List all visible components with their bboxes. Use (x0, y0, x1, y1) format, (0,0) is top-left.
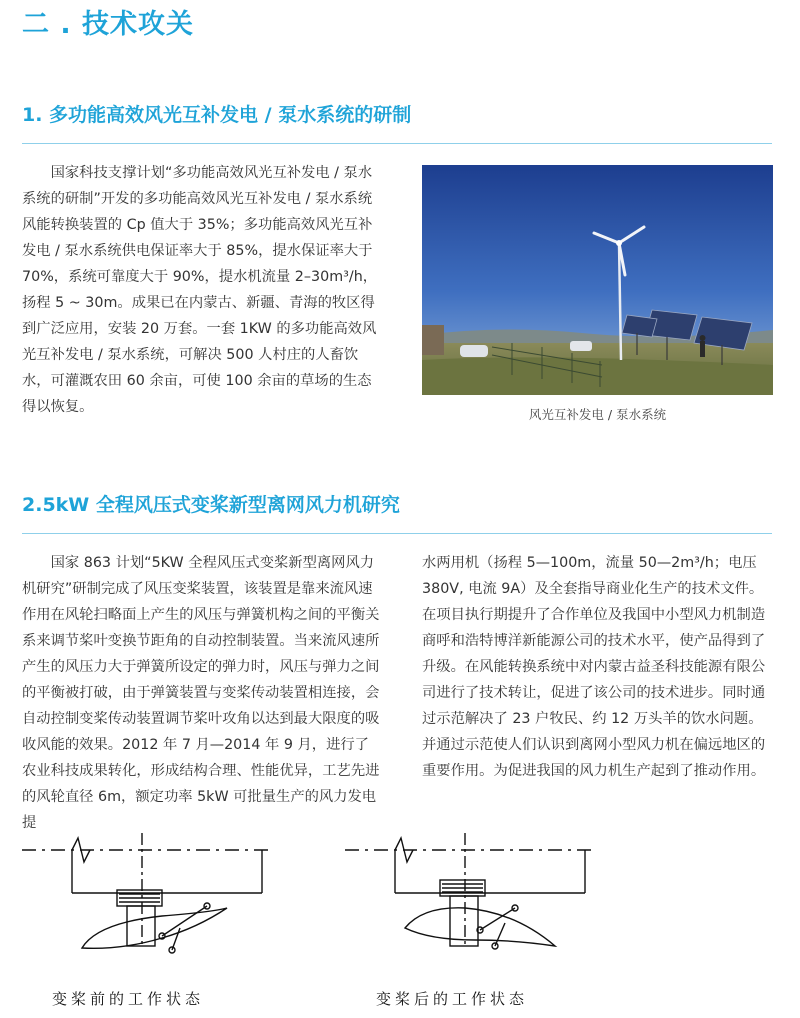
section2-body-right (422, 550, 774, 784)
photo-caption: 风光互补发电 / 泵水系统 (528, 407, 667, 422)
section1-divider (22, 143, 772, 144)
section2-title: 2.5kW 全程风压式变桨新型离网风力机研究 (22, 494, 400, 516)
section2-body-left (22, 550, 380, 836)
diagram-after-pitch (345, 828, 605, 968)
diagram-after-pitch-drawing (345, 828, 605, 968)
section1-title: 1. 多功能高效风光互补发电 / 泵水系统的研制 (22, 104, 412, 126)
chapter-title: 二 . 技术攻关 (22, 9, 195, 40)
section2-paragraph-left: 国家 863 计划“5KW 全程风压式变桨新型离网风力机研究”研制完成了风压变桨装置，该装置是靠来流风速作用在风轮扫略面上产生的风压与弹簧机构之间的平衡关系来调节桨叶变换节距角的自动控制装置。当来流风速所产生的风压力大于弹簧所设定的弹力时，风压与弹力之间的平衡被打破，由于弹簧装置与变桨传动装置相连接，会自动控制变桨传动装置调节桨叶攻角以达到最大限度的吸收风能的效果。2012 年 7 月—2014 年 9 月，进行了农业科技成果转化，形成结构合理、性能优异，工艺先进的风轮直径 6m，额定功率 5kW 可批量生产的风力发电提 (22, 555, 380, 831)
section2-divider (22, 533, 772, 534)
section2-paragraph-right: 水两用机（扬程 5—100m，流量 50—2m³/h；电压 380V, 电流 9A）及全套指导商业化生产的技术文件。在项目执行期提升了合作单位及我国中小型风力机制造商呼和浩特博洋新能源公司的技术水平，使产品得到了升级。在风能转换系统中对内蒙古益圣科技能源有限公司进行了技术转让，促进了该公司的技术进步。同时通过示范解决了 23 户牧民、约 12 万头羊的饮水问题。并通过示范使人们认识到离网小型风力机在偏远地区的重要作用。为促进我国的风力机生产起到了推动作用。 (422, 555, 766, 779)
diagram-before-pitch (22, 828, 282, 968)
wind-solar-photo-image (422, 165, 773, 395)
wind-solar-photo (422, 165, 773, 395)
diagram-after-caption: 变桨后的工作状态 (376, 990, 529, 1008)
section1-body (22, 160, 380, 420)
section1-paragraph: 国家科技支撑计划“多功能高效风光互补发电 / 泵水系统的研制”开发的多功能高效风光互补发电 / 泵水系统风能转换装置的 Cp 值大于 35%；多功能高效风光互补发电 / 泵水系统供电保证率大于 85%，提水保证率大于 70%，系统可靠度大于 90%，提水机流量 2–30m³/h，扬程 5 ~ 30m。成果已在内蒙古、新疆、青海的牧区得到广泛应用，安装 20 万套。一套 1KW 的多功能高效风光互补发电 / 泵水系统，可解决 500 人村庄的人畜饮水，可灌溉农田 60 余亩，可使 100 余亩的草场的生态得以恢复。 (22, 165, 378, 415)
diagram-before-caption: 变桨前的工作状态 (52, 990, 205, 1008)
diagram-before-pitch-drawing (22, 828, 282, 968)
